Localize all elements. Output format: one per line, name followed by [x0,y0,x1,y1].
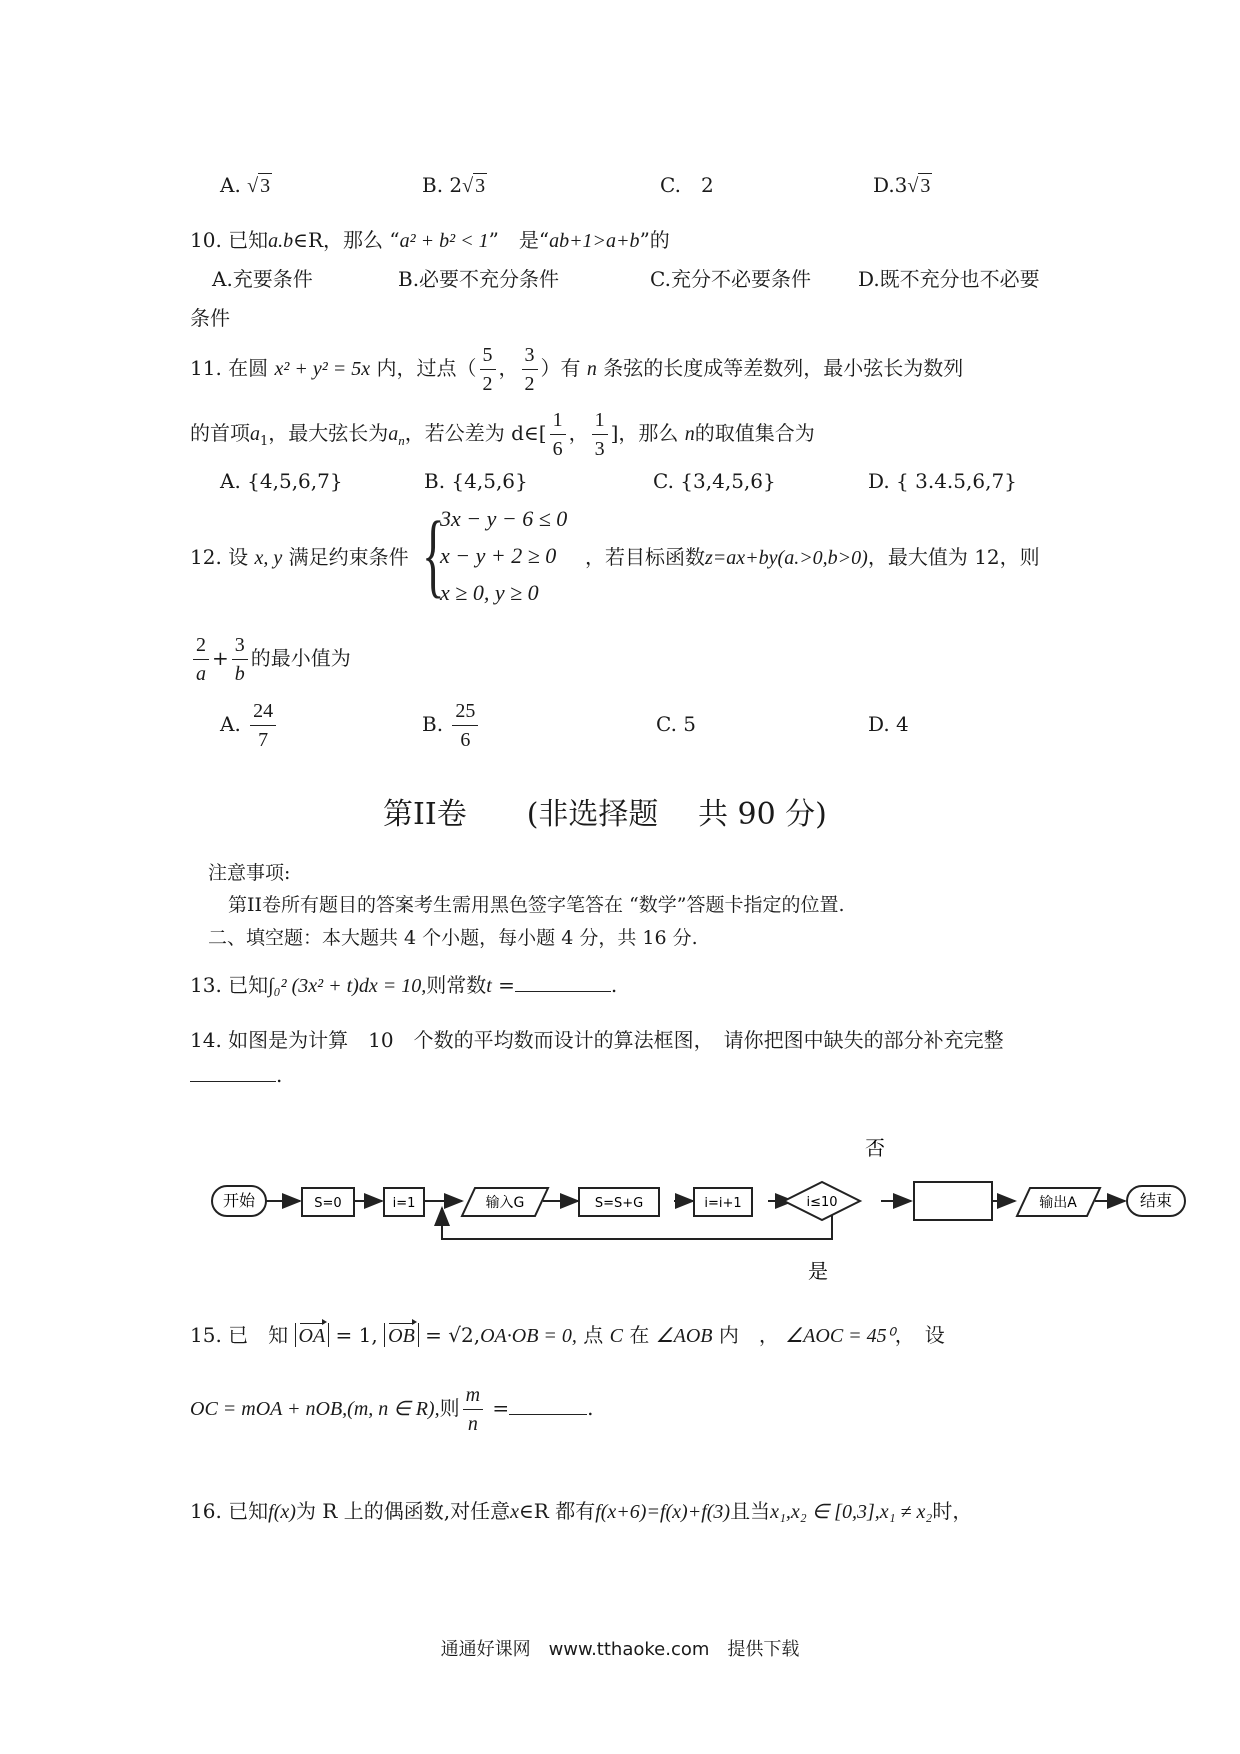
q16: 16. 已知f(x)为 R 上的偶函数,对任意x∈R 都有f(x+6)=f(x)+f(3)且当x₁,x₂ ∈ [0,3],x₁ ≠ x₂时， [190,1499,973,1523]
q15-line1: 15. 已 知 OA = 1, OB = √2,OA·OB = 0, 点 C 在 ∠AOB 内 ， ∠AOC = 45⁰， 设 [190,1320,945,1351]
q12-stem-right: ，若目标函数z=ax+by(a.>0,b>0)，最大值为 12，则 [585,545,1040,569]
q9-choice-c: C. 2 [660,173,714,197]
q12-constraint-2: x − y + 2 ≥ 0 [440,543,557,568]
flow-no-label: 否 [865,1136,885,1160]
section-title: 第II卷 (非选择题 共 90 分) [383,797,827,832]
q13: 13. 已知∫₀² (3x² + t)dx = 10,则常数t = . [190,973,618,997]
q12-stem-left: 12. 设 x, y 满足约束条件 [190,545,409,569]
notice-body: 第II卷所有题目的答案考生需用黑色签字笔答在 “数学”答题卡指定的位置. [228,894,845,916]
q15-answer-blank[interactable] [509,1414,587,1415]
flow-inc-node [694,1188,752,1216]
q11-line2: 的首项$a_1$，最大弦长为$a_n$，若公差为 d∈[ $\frac{1}{6}$ ， $\frac{1}{3}$ ]，那么 n的取值集合为 [190,405,815,470]
flow-end-node [1127,1186,1185,1216]
flow-input-node [462,1188,548,1216]
flow-start-node [212,1186,266,1216]
part2-heading: 二、填空题：本大题共 4 个小题，每小题 4 分，共 16 分. [208,927,698,949]
q10-choice-d: D.既不充分也不必要 [858,267,1040,291]
q10-continuation: 条件 [190,306,230,330]
flow-s0-node [302,1188,354,1216]
q15-line2: OC = mOA + nOB,(m, n ∈ R),则 $\frac{m}{n}$ = . [190,1378,594,1439]
flow-missing-node[interactable] [914,1182,992,1220]
q12-brace: { [422,503,445,607]
notice-heading: 注意事项: [208,862,291,884]
q11-choice-c: C. {3,4,5,6} [653,469,776,493]
flow-s0-label: S=0 [314,1196,342,1211]
q9-choice-d: D.3√ 3 [873,173,931,197]
q12-choice-a: A. $\frac{24}{7}$ [220,694,279,754]
q11-stem: 11. 在圆 x² + y² = 5x 内，过点（ $\frac{5}{2}$ ， $\frac{3}{2}$ ）有 n 条弦的长度成等差数列，最小弦长为数列 [190,340,963,398]
flow-output-node [1017,1188,1100,1216]
q12-expression: $\frac{2}{a}$ + $\frac{3}{b}$ 的最小值为 [190,628,351,688]
flow-i1-label: i=1 [392,1196,416,1211]
flow-sum-node [579,1188,659,1216]
q12-constraint-1: 3x − y − 6 ≤ 0 [440,506,568,531]
q13-answer-blank[interactable] [515,991,611,992]
q14-answer-blank[interactable] [190,1081,276,1082]
flow-input-label: 输入G [485,1195,525,1211]
page-footer: 通通好课网 www.tthaoke.com 提供下载 [440,1639,800,1660]
flow-start-label: 开始 [222,1191,256,1210]
flow-cond-label: i≤10 [806,1195,838,1210]
q11-choice-a: A. {4,5,6,7} [220,469,343,493]
q11-choice-d: D. { 3.4.5,6,7} [868,469,1017,493]
q14-stem: 14. 如图是为计算 10 个数的平均数而设计的算法框图， 请你把图中缺失的部分补充完整 [190,1028,1004,1052]
q10-choice-c: C.充分不必要条件 [650,267,811,291]
q9-choice-a: A. √ 3 [220,173,271,197]
q12-choice-d: D. 4 [868,712,909,736]
flowchart [0,1110,1240,1310]
q11-choice-b: B. {4,5,6} [424,469,528,493]
q9-choice-b: B. 2√ 3 [422,173,486,197]
q12-choice-b: B. $\frac{25}{6}$ [422,694,481,754]
q12-choice-c: C. 5 [656,712,697,736]
flow-output-label: 输出A [1039,1195,1077,1211]
flow-cond-node [784,1182,860,1220]
flow-yes-label: 是 [808,1259,828,1283]
q10-choice-a: A.充要条件 [212,267,313,291]
q10-choice-b: B.必要不充分条件 [398,267,560,291]
q10-stem: 10. 已知a.b∈R，那么 “a² + b² < 1” 是“ab+1>a+b”的 [190,228,670,252]
flow-sum-label: S=S+G [594,1196,644,1211]
flow-end-label: 结束 [1139,1191,1173,1210]
q14-answer-line: . [190,1060,282,1090]
flow-inc-label: i=i+1 [704,1196,742,1211]
q12-constraint-3: x ≥ 0, y ≥ 0 [440,580,539,605]
flow-i1-node [384,1188,424,1216]
